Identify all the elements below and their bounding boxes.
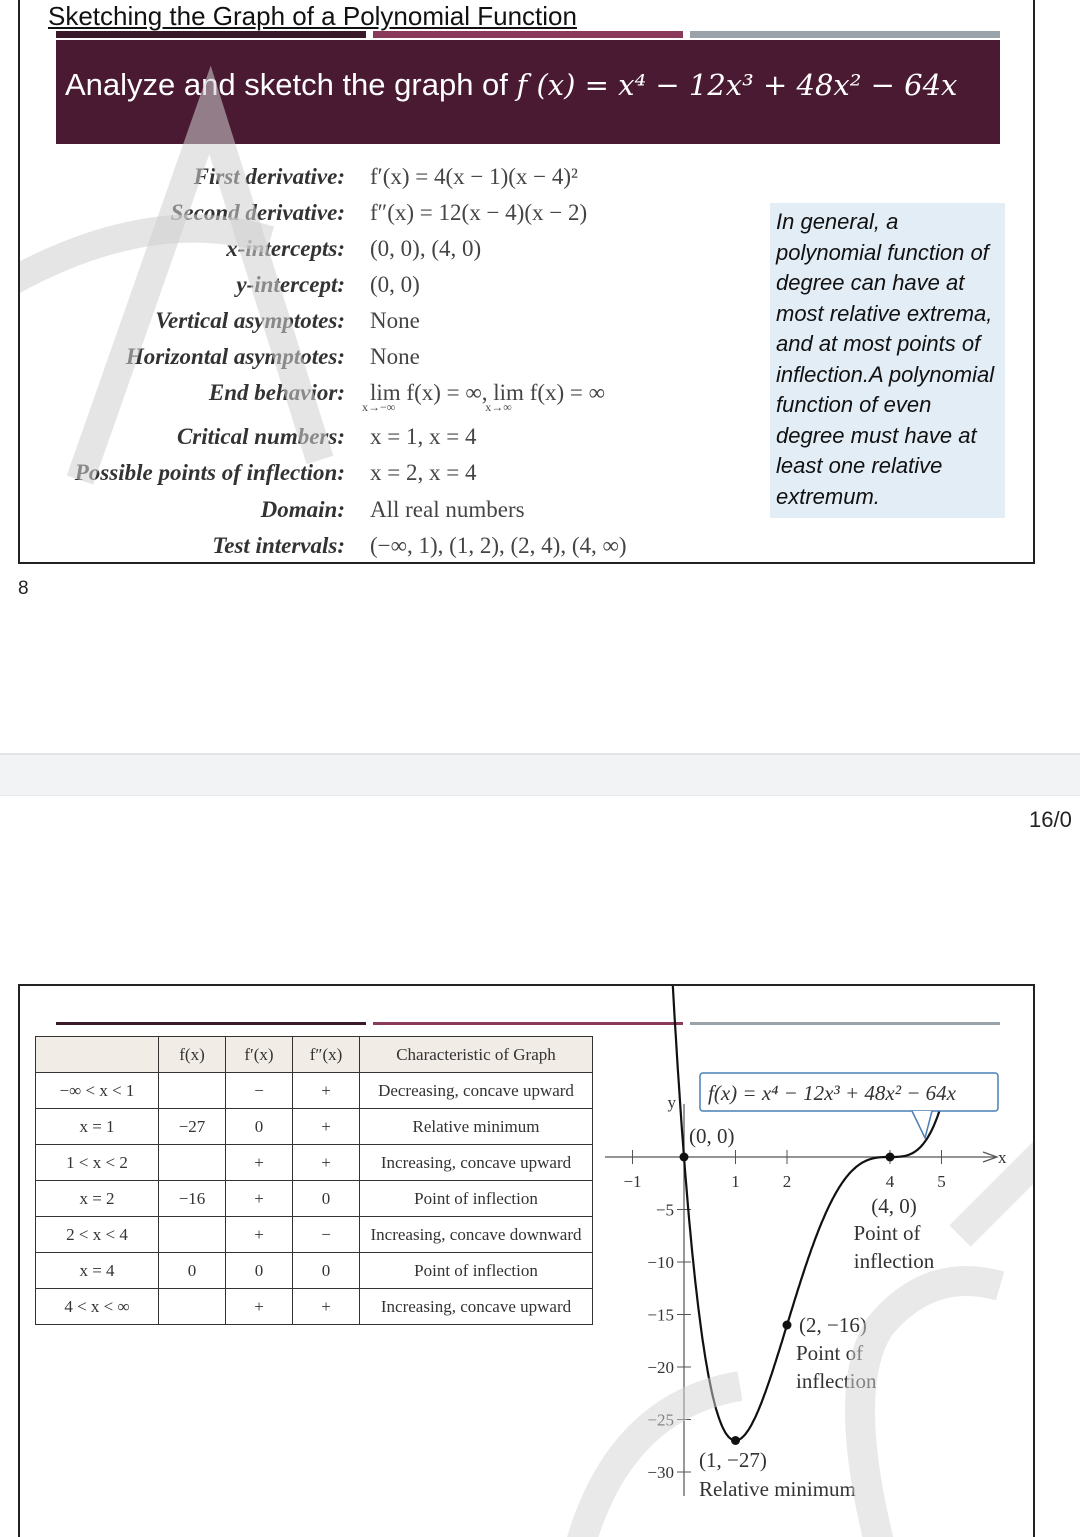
table-cell: + — [293, 1145, 360, 1181]
title-bar-3 — [690, 31, 1000, 38]
data-point — [680, 1153, 689, 1162]
table-cell: + — [226, 1217, 293, 1253]
limit-middle: f(x) = ∞, — [400, 380, 494, 405]
function-graph — [20, 986, 1035, 1537]
property-row — [20, 160, 750, 194]
limit-word: lim — [493, 380, 524, 405]
y-tick-label: −30 — [647, 1463, 674, 1482]
table-cell: 2 < x < 4 — [36, 1217, 159, 1253]
property-row — [20, 340, 750, 374]
point-label: (2, −16) — [799, 1313, 867, 1337]
y-tick-label: −10 — [647, 1253, 674, 1272]
table-cell: 0 — [293, 1253, 360, 1289]
property-row — [20, 232, 750, 266]
property-value: (0, 0), (4, 0) — [370, 236, 482, 261]
table-header: Characteristic of Graph — [360, 1037, 593, 1073]
table-cell: 4 < x < ∞ — [36, 1289, 159, 1325]
banner-text: Analyze and sketch the graph of — [65, 67, 517, 102]
x-tick-label: −1 — [623, 1172, 642, 1191]
limit-left — [362, 380, 401, 414]
table-cell: Increasing, concave upward — [360, 1145, 593, 1181]
y-tick-label: −15 — [647, 1305, 674, 1325]
table-cell: + — [226, 1181, 293, 1217]
point-label: (4, 0) — [871, 1194, 917, 1218]
property-label: Vertical asymptotes: — [155, 308, 345, 333]
property-value: (0, 0) — [370, 272, 420, 297]
table-cell: x = 4 — [36, 1253, 159, 1289]
table-cell: + — [293, 1289, 360, 1325]
limit-word: lim — [370, 380, 401, 405]
property-label: End behavior: — [208, 380, 345, 405]
data-point — [783, 1321, 792, 1330]
table-cell: − — [226, 1073, 293, 1109]
data-point — [886, 1153, 895, 1162]
slide-analysis — [18, 0, 1035, 564]
limit-right — [485, 380, 524, 414]
end-behavior-value — [362, 380, 606, 414]
property-value: None — [370, 308, 420, 333]
property-label: y-intercept: — [236, 272, 345, 297]
point-label: (1, −27) — [699, 1448, 767, 1472]
page-divider — [0, 753, 1080, 796]
data-point — [731, 1436, 740, 1445]
y-tick-label: −5 — [655, 1200, 674, 1220]
table-cell: + — [226, 1289, 293, 1325]
property-label: Second derivative: — [170, 200, 345, 225]
function-label: f(x) = x⁴ − 12x³ + 48x² − 64x — [708, 1081, 957, 1105]
table-cell: −∞ < x < 1 — [36, 1073, 159, 1109]
table-cell: + — [226, 1145, 293, 1181]
table-cell: 0 — [226, 1253, 293, 1289]
point-sublabel: Relative minimum — [699, 1477, 856, 1501]
property-label: First derivative: — [193, 164, 345, 189]
property-label: Critical numbers: — [176, 424, 345, 449]
property-row — [20, 304, 750, 338]
limit-subscript: x→−∞ — [362, 400, 396, 414]
property-row — [20, 420, 750, 454]
note-box: In general, a polynomial function of degree can have at most relative extrema, and at most points of inflection.A polynomial function of even degree must have at least one relative extremum. — [770, 203, 1005, 518]
table-cell: + — [293, 1073, 360, 1109]
property-row — [20, 196, 750, 230]
banner-equation: f (x) = x⁴ − 12x³ + 48x² − 64x — [516, 68, 958, 102]
problem-banner — [56, 40, 1000, 144]
point-sublabel: inflection — [853, 1249, 935, 1273]
table-cell: Point of inflection — [360, 1181, 593, 1217]
x-tick-label: 1 — [731, 1172, 740, 1191]
x-tick-label: 4 — [885, 1172, 895, 1191]
table-cell: 0 — [159, 1253, 226, 1289]
table-cell: Point of inflection — [360, 1253, 593, 1289]
y-tick-label: −25 — [647, 1410, 674, 1430]
table-cell: −27 — [159, 1109, 226, 1145]
property-label: Horizontal asymptotes: — [125, 344, 345, 369]
page-number: 8 — [18, 578, 29, 599]
table-cell: − — [293, 1217, 360, 1253]
table-cell: Decreasing, concave upward — [360, 1073, 593, 1109]
property-value: All real numbers — [370, 497, 525, 522]
table-cell: x = 1 — [36, 1109, 159, 1145]
property-row — [20, 456, 750, 490]
table-header: f(x) — [159, 1037, 226, 1073]
y-axis-label: y — [667, 1093, 676, 1112]
slide-graph — [18, 984, 1035, 1537]
property-label: x-intercepts: — [226, 236, 345, 261]
property-row — [20, 529, 750, 563]
point-sublabel: Point of — [796, 1341, 864, 1365]
property-row — [20, 493, 750, 527]
table-cell: 0 — [226, 1109, 293, 1145]
y-tick-label: −20 — [647, 1358, 674, 1377]
limit-tail: f(x) = ∞ — [523, 380, 606, 405]
limit-subscript: x→∞ — [485, 400, 512, 414]
property-row — [20, 268, 750, 302]
table-cell: x = 2 — [36, 1181, 159, 1217]
point-sublabel: inflection — [796, 1369, 877, 1393]
x-tick-label: 5 — [937, 1172, 946, 1191]
property-value: (−∞, 1), (1, 2), (2, 4), (4, ∞) — [370, 533, 627, 558]
property-value: x = 2, x = 4 — [370, 460, 477, 485]
table-header: f″(x) — [293, 1037, 360, 1073]
table-cell: Increasing, concave upward — [360, 1289, 593, 1325]
table-cell: Relative minimum — [360, 1109, 593, 1145]
property-label: Possible points of inflection: — [74, 460, 345, 485]
table-cell: −16 — [159, 1181, 226, 1217]
table-cell: Increasing, concave downward — [360, 1217, 593, 1253]
property-row-end-behavior — [20, 376, 750, 420]
property-label: Test intervals: — [212, 533, 345, 558]
point-label: (0, 0) — [689, 1124, 735, 1148]
title-bar-2 — [373, 31, 683, 38]
property-value: x = 1, x = 4 — [370, 424, 477, 449]
x-axis-label: x — [998, 1148, 1007, 1167]
title-bar-1 — [56, 31, 366, 38]
table-cell: 0 — [293, 1181, 360, 1217]
x-tick-label: 2 — [782, 1172, 792, 1191]
property-value: f″(x) = 12(x − 4)(x − 2) — [370, 200, 588, 225]
table-header: f′(x) — [226, 1037, 293, 1073]
point-sublabel: Point of — [853, 1221, 921, 1245]
property-value: f′(x) = 4(x − 1)(x − 4)² — [370, 164, 578, 189]
property-value: None — [370, 344, 420, 369]
property-label: Domain: — [260, 497, 345, 522]
date-label: 16/0 — [1029, 807, 1072, 832]
table-cell: 1 < x < 2 — [36, 1145, 159, 1181]
slide-title: Sketching the Graph of a Polynomial Function — [48, 1, 577, 31]
table-cell: + — [293, 1109, 360, 1145]
